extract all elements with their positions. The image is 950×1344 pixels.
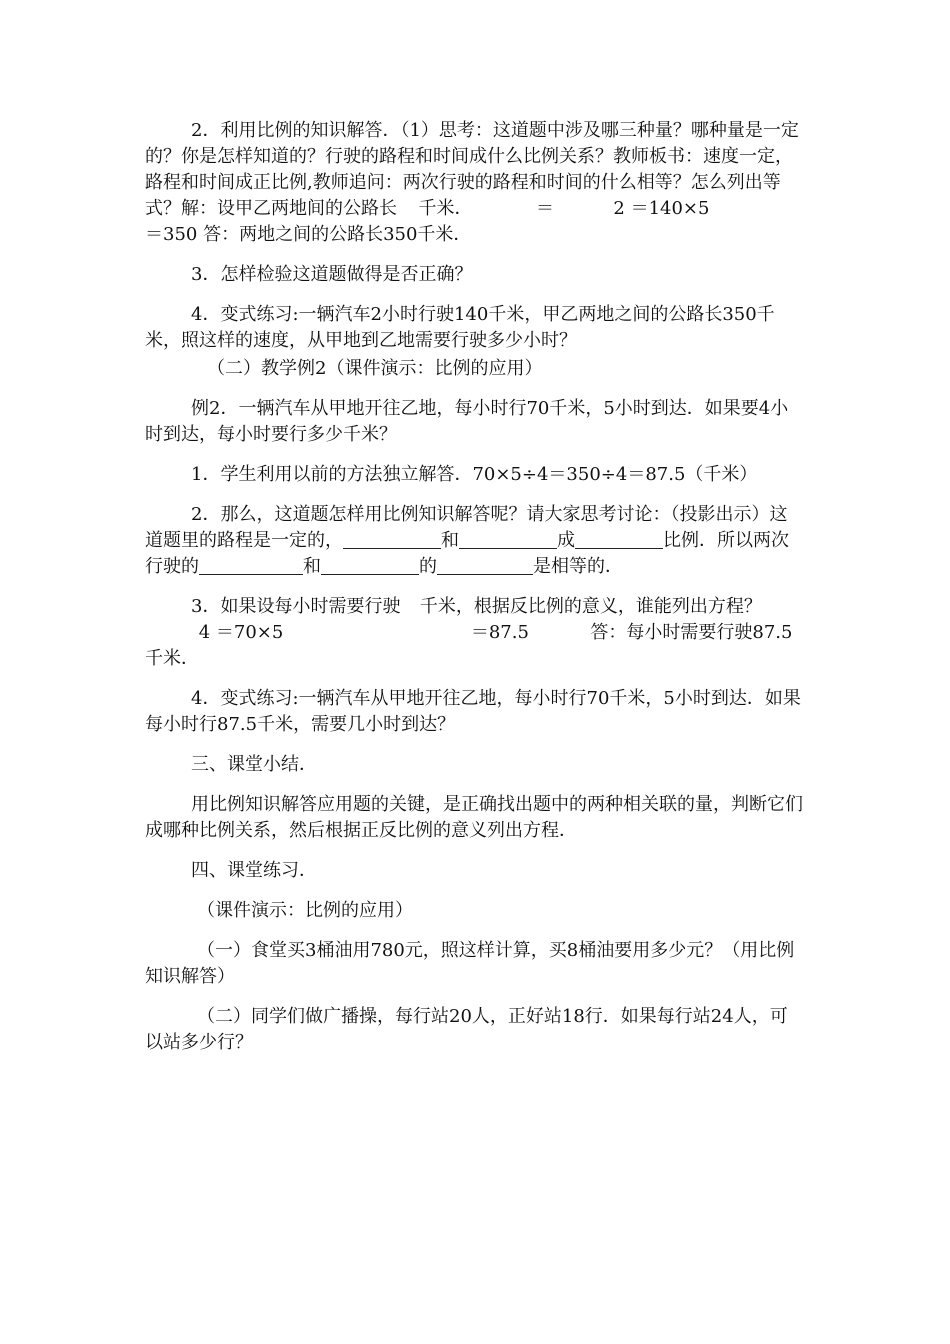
text-inverse-question: 千米，根据反比例的意义，谁能列出方程？: [419, 596, 762, 617]
paragraph-variant-2: 4．变式练习:一辆汽车从甲地开往乙地，每小时行70千米，5小时到达．如果每小时行87.5千米，需要几小时到达？: [145, 688, 801, 735]
blank-3[interactable]: [575, 530, 663, 549]
document-page: [145, 118, 805, 1070]
text-inverse-answer: 答：每小时需要行驶87.5千米．: [145, 622, 793, 669]
text-equation: 2 ＝140×5: [613, 198, 710, 219]
paragraph-example-2: 例2．一辆汽车从甲地开往乙地，每小时行70千米，5小时到达．如果要4小时到达，每小时要行多少千米？: [145, 398, 789, 445]
paragraph-courseware: （课件演示：比例的应用）: [197, 900, 413, 921]
blank-5[interactable]: [321, 556, 419, 575]
text-proportion-so: 比例．所以两次行驶的: [145, 530, 789, 577]
paragraph-ratio-solution: [145, 118, 805, 248]
text-inverse-intro: 3．如果设每小时需要行驶: [191, 596, 401, 617]
text-equals: ＝: [535, 198, 554, 219]
paragraph-example-2-heading: （二）教学例2（课件演示：比例的应用）: [207, 358, 543, 379]
paragraph-variant-1: 4．变式练习:一辆汽车2小时行驶140千米，甲乙两地之间的公路长350千米，照这样的速度，从甲地到乙地需要行驶多少小时？: [145, 304, 775, 351]
paragraph-exercise-2: （二）同学们做广播操，每行站20人，正好站18行．如果每行站24人，可以站多少行？: [145, 1006, 788, 1053]
text-cheng: 成: [557, 530, 575, 551]
paragraph-exercise-1: （一）食堂买3桶油用780元，照这样计算，买8桶油要用多少元？（用比例知识解答）: [145, 940, 795, 987]
heading-class-practice: 四、课堂练习．: [191, 860, 317, 881]
paragraph-inverse-equation: [145, 594, 805, 672]
blank-1[interactable]: [343, 530, 441, 549]
text-inverse-equation: 4 ＝70×5: [198, 622, 284, 643]
text-unit-km: 千米．: [418, 198, 473, 219]
text-fill-intro: 2．那么，这道题怎样用比例知识解答呢？请大家思考讨论：（投影出示）这道题里的路程是一定的，: [145, 504, 788, 551]
paragraph-independent-solution: 1．学生利用以前的方法独立解答．70×5÷4＝350÷4＝87.5（千米）: [191, 464, 758, 485]
text-and-1: 和: [441, 530, 459, 551]
text-inverse-result: ＝87.5: [470, 622, 529, 643]
blank-4[interactable]: [199, 556, 303, 575]
paragraph-fill-blanks: [145, 502, 805, 580]
paragraph-check: 3．怎样检验这道题做得是否正确？: [191, 264, 473, 285]
heading-class-summary: 三、课堂小结．: [191, 754, 317, 775]
blank-6[interactable]: [437, 556, 533, 575]
text-and-2: 和: [303, 556, 321, 577]
text-are-equal: 是相等的．: [533, 556, 623, 577]
text-de: 的: [419, 556, 437, 577]
text-answer: ＝350 答：两地之间的公路长350千米．: [145, 224, 472, 245]
paragraph-summary: 用比例知识解答应用题的关键，是正确找出题中的两种相关联的量，判断它们成哪种比例关系，然后根据正反比例的意义列出方程．: [145, 794, 803, 841]
text-ratio-intro: 2．利用比例的知识解答．（1）思考：这道题中涉及哪三种量？哪种量是一定的？你是怎样知道的？行驶的路程和时间成什么比例关系？教师板书：速度一定，路程和时间成正比例,教师追问：两次行驶的路程和时间的什么相等？怎么列出等式？解：设甲乙两地间的公路长: [145, 120, 799, 219]
blank-2[interactable]: [459, 530, 557, 549]
